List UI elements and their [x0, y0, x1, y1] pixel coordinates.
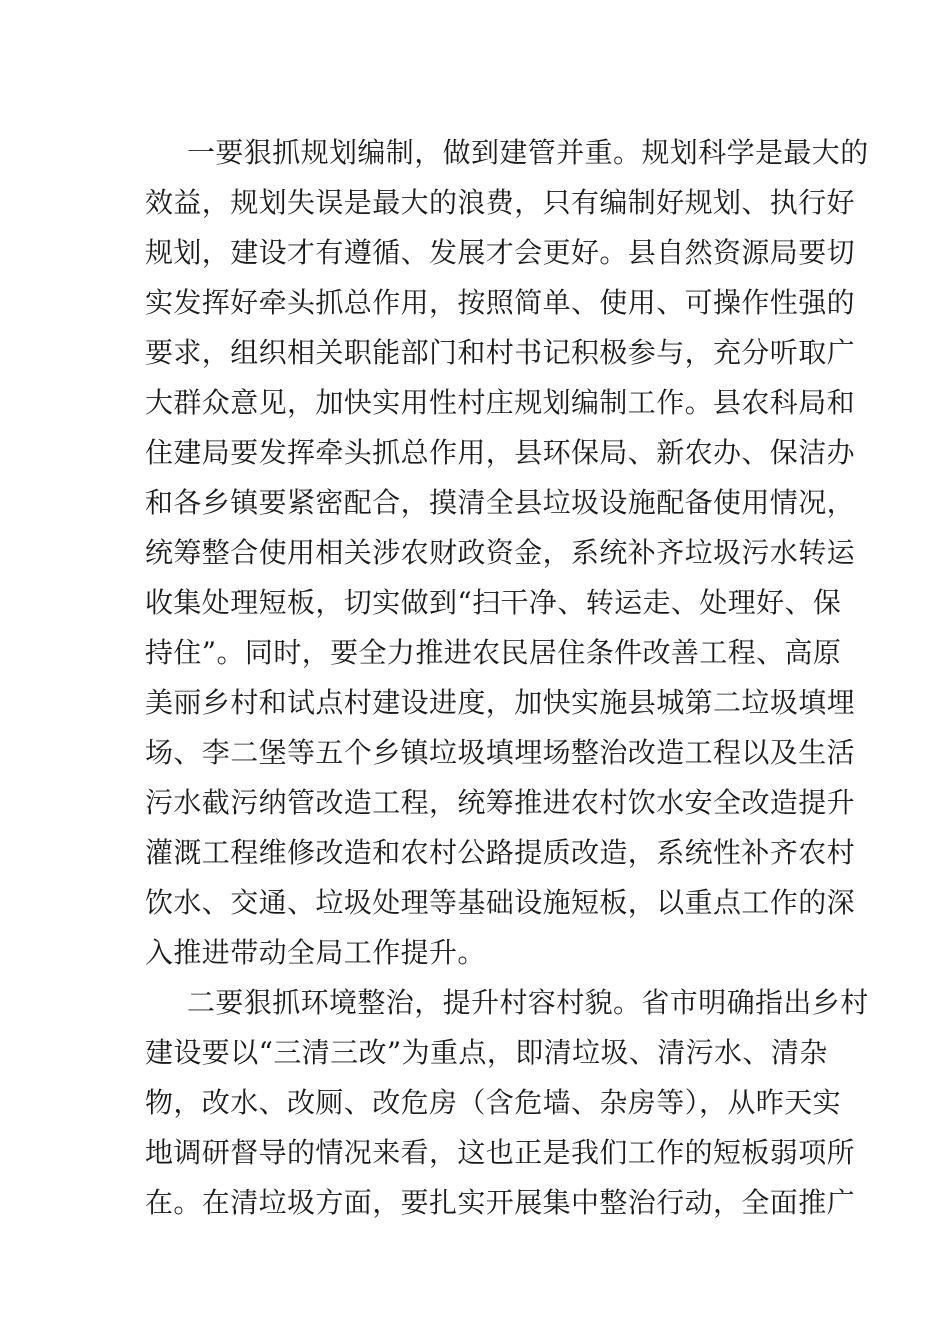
paragraph-2	[145, 978, 869, 1228]
paragraph-line: 污水截污纳管改造工程，统筹推进农村饮水安全改造提升	[145, 786, 856, 819]
paragraph-line: 在。在清垃圾方面，要扎实开展集中整治行动，全面推广	[145, 1186, 856, 1219]
document-body	[145, 128, 869, 1228]
paragraph-line: 要求，组织相关职能部门和村书记积极参与，充分听取广	[145, 336, 856, 369]
paragraph-line: 统筹整合使用相关涉农财政资金，系统补齐垃圾污水转运	[145, 536, 856, 569]
paragraph-line: 和各乡镇要紧密配合，摸清全县垃圾设施配备使用情况，	[145, 486, 856, 519]
paragraph-line: 饮水、交通、垃圾处理等基础设施短板，以重点工作的深	[145, 886, 856, 919]
paragraph-line: 收集处理短板，切实做到“扫干净、转运走、处理好、保	[145, 586, 842, 619]
paragraph-line: 一要狠抓规划编制，做到建管并重。规划科学是最大的	[187, 136, 869, 169]
paragraph-line: 物，改水、改厕、改危房（含危墙、杂房等），从昨天实	[145, 1086, 842, 1119]
paragraph-line: 住建局要发挥牵头抓总作用，县环保局、新农办、保洁办	[145, 436, 856, 469]
paragraph-line: 地调研督导的情况来看，这也正是我们工作的短板弱项所	[145, 1136, 856, 1169]
paragraph-line: 大群众意见，加快实用性村庄规划编制工作。县农科局和	[145, 386, 856, 419]
paragraph-line: 建设要以“三清三改”为重点，即清垃圾、清污水、清杂	[145, 1036, 828, 1069]
paragraph-line: 实发挥好牵头抓总作用，按照简单、使用、可操作性强的	[145, 286, 856, 319]
paragraph-line: 入推进带动全局工作提升。	[145, 936, 486, 969]
paragraph-line: 二要狠抓环境整治，提升村容村貌。省市明确指出乡村	[187, 986, 869, 1019]
paragraph-line: 规划，建设才有遵循、发展才会更好。县自然资源局要切	[145, 236, 856, 269]
paragraph-line: 持住”。同时，要全力推进农民居住条件改善工程、高原	[145, 636, 842, 669]
paragraph-line: 场、李二堡等五个乡镇垃圾填埋场整治改造工程以及生活	[145, 736, 856, 769]
paragraph-line: 美丽乡村和试点村建设进度，加快实施县城第二垃圾填埋	[145, 686, 856, 719]
paragraph-line: 效益，规划失误是最大的浪费，只有编制好规划、执行好	[145, 186, 856, 219]
paragraph-1	[145, 128, 869, 978]
paragraph-line: 灌溉工程维修改造和农村公路提质改造，系统性补齐农村	[145, 836, 856, 869]
